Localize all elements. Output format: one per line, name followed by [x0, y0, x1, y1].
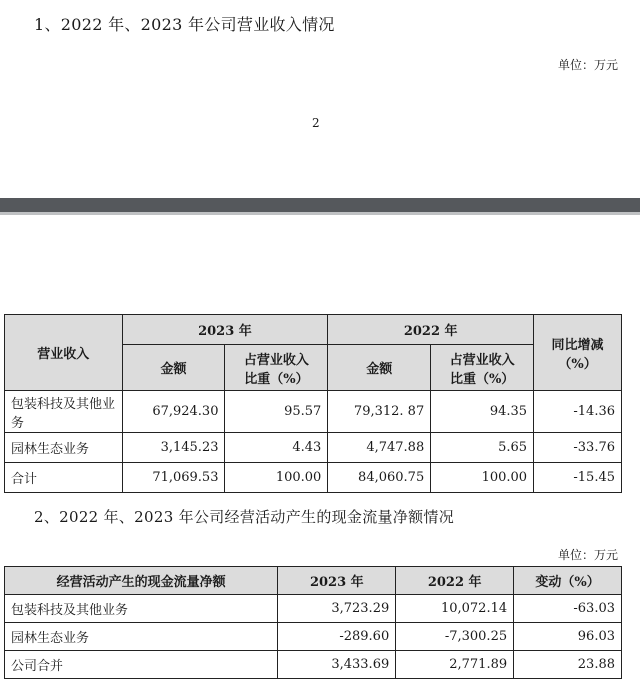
subheader-amount-2023: 金额 — [122, 345, 225, 391]
header-yoy: 同比增减（%） — [534, 315, 622, 391]
amount-2022: 84,060.75 — [328, 463, 431, 493]
share-2022: 94.35 — [431, 391, 534, 433]
table-row — [5, 433, 622, 463]
page-break-band — [0, 198, 640, 212]
value-2022: -7,300.25 — [396, 623, 514, 651]
table-row — [5, 623, 622, 651]
header-2022: 2022 年 — [328, 315, 534, 345]
change-pct: 23.88 — [514, 651, 622, 679]
share-2023: 100.00 — [225, 463, 328, 493]
cashflow-table — [4, 566, 622, 679]
yoy-change: -15.45 — [534, 463, 622, 493]
page-number: 2 — [312, 116, 320, 130]
share-2022: 100.00 — [431, 463, 534, 493]
value-2023: 3,723.29 — [278, 595, 396, 623]
subheader-share-2022: 占营业收入比重（%） — [431, 345, 534, 391]
header-2022: 2022 年 — [396, 567, 514, 595]
value-2022: 2,771.89 — [396, 651, 514, 679]
yoy-change: -33.76 — [534, 433, 622, 463]
row-label: 包装科技及其他业务 — [5, 595, 278, 623]
share-2022: 5.65 — [431, 433, 534, 463]
revenue-table — [4, 314, 622, 493]
row-label: 合计 — [5, 463, 123, 493]
section1-unit: 单位：万元 — [557, 58, 618, 72]
row-label: 园林生态业务 — [5, 433, 123, 463]
table-row — [5, 595, 622, 623]
header-2023: 2023 年 — [278, 567, 396, 595]
header-item: 经营活动产生的现金流量净额 — [5, 567, 278, 595]
section1-heading: 1、2022 年、2023 年公司营业收入情况 — [34, 15, 335, 34]
header-change: 变动（%） — [514, 567, 622, 595]
header-2023: 2023 年 — [122, 315, 328, 345]
header-revenue: 营业收入 — [5, 315, 123, 391]
amount-2023: 71,069.53 — [122, 463, 225, 493]
change-pct: -63.03 — [514, 595, 622, 623]
value-2022: 10,072.14 — [396, 595, 514, 623]
amount-2023: 3,145.23 — [122, 433, 225, 463]
table-row — [5, 463, 622, 493]
amount-2022: 4,747.88 — [328, 433, 431, 463]
subheader-share-2023: 占营业收入比重（%） — [225, 345, 328, 391]
section2-unit: 单位：万元 — [557, 548, 618, 562]
row-label: 公司合并 — [5, 651, 278, 679]
row-label: 园林生态业务 — [5, 623, 278, 651]
page-break-shadow — [0, 212, 640, 215]
row-label: 包装科技及其他业务 — [5, 391, 123, 433]
table-row — [5, 651, 622, 679]
share-2023: 95.57 — [225, 391, 328, 433]
section2-heading: 2、2022 年、2023 年公司经营活动产生的现金流量净额情况 — [34, 508, 455, 526]
change-pct: 96.03 — [514, 623, 622, 651]
subheader-amount-2022: 金额 — [328, 345, 431, 391]
amount-2023: 67,924.30 — [122, 391, 225, 433]
value-2023: -289.60 — [278, 623, 396, 651]
table-row — [5, 391, 622, 433]
value-2023: 3,433.69 — [278, 651, 396, 679]
amount-2022: 79,312. 87 — [328, 391, 431, 433]
share-2023: 4.43 — [225, 433, 328, 463]
yoy-change: -14.36 — [534, 391, 622, 433]
